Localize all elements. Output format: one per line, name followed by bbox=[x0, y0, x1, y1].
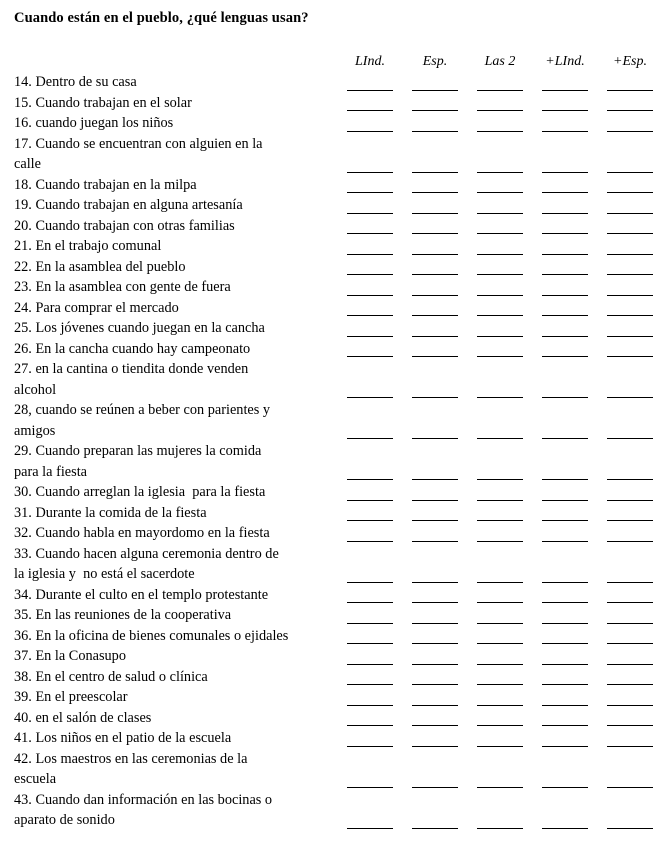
question-text bbox=[14, 236, 344, 257]
answer-blank[interactable] bbox=[477, 131, 523, 132]
question-line: 19. Cuando trabajan en alguna artesanía bbox=[14, 197, 243, 213]
question-line: 14. Dentro de su casa bbox=[14, 74, 137, 90]
question-line: 29. Cuando preparan las mujeres la comida bbox=[14, 443, 262, 459]
answer-blank[interactable] bbox=[412, 213, 458, 214]
answer-blank[interactable] bbox=[607, 725, 653, 726]
answer-blank[interactable] bbox=[347, 500, 393, 501]
question-row bbox=[0, 298, 668, 319]
answer-blank[interactable] bbox=[477, 315, 523, 316]
question-row bbox=[0, 400, 668, 441]
answer-blank[interactable] bbox=[412, 787, 458, 788]
question-line: 23. En la asamblea con gente de fuera bbox=[14, 279, 231, 295]
answer-blank[interactable] bbox=[477, 295, 523, 296]
answer-blank[interactable] bbox=[412, 643, 458, 644]
question-line: 33. Cuando hacen alguna ceremonia dentro de bbox=[14, 545, 279, 562]
answer-blank[interactable] bbox=[412, 500, 458, 501]
answer-blank[interactable] bbox=[542, 438, 588, 439]
question-text bbox=[14, 72, 344, 93]
answer-blank[interactable] bbox=[477, 90, 523, 91]
question-line: 21. En el trabajo comunal bbox=[14, 238, 162, 254]
question-text bbox=[14, 646, 344, 667]
answer-blank[interactable] bbox=[412, 746, 458, 747]
question-line: 24. Para comprar el mercado bbox=[14, 299, 179, 316]
answer-blank[interactable] bbox=[347, 438, 393, 439]
question-line: 16. cuando juegan los niños bbox=[14, 115, 174, 131]
answer-blank[interactable] bbox=[412, 356, 458, 357]
column-header-lind: LInd. bbox=[355, 54, 385, 69]
answer-blank[interactable] bbox=[347, 336, 393, 337]
answer-blank[interactable] bbox=[347, 643, 393, 644]
answer-blank[interactable] bbox=[477, 172, 523, 173]
answer-blank[interactable] bbox=[347, 110, 393, 111]
question-text bbox=[14, 544, 344, 585]
answer-blank[interactable] bbox=[477, 746, 523, 747]
question-line: 32. Cuando habla en mayordomo en la fiesta bbox=[14, 525, 270, 541]
answer-blank[interactable] bbox=[477, 828, 523, 829]
answer-blank[interactable] bbox=[607, 828, 653, 829]
answer-blank[interactable] bbox=[542, 500, 588, 501]
column-header-mas-esp: +Esp. bbox=[613, 54, 647, 69]
answer-blank[interactable] bbox=[347, 213, 393, 214]
answer-blank[interactable] bbox=[542, 705, 588, 706]
question-line: 36. En la oficina de bienes comunales o ejidales bbox=[14, 627, 289, 644]
answer-blank[interactable] bbox=[347, 582, 393, 583]
answer-blank[interactable] bbox=[542, 582, 588, 583]
answer-blank[interactable] bbox=[477, 602, 523, 603]
answer-blank[interactable] bbox=[542, 172, 588, 173]
answer-blank[interactable] bbox=[412, 131, 458, 132]
answer-blank[interactable] bbox=[542, 664, 588, 665]
question-line: 31. Durante la comida de la fiesta bbox=[14, 504, 207, 521]
answer-blank[interactable] bbox=[607, 643, 653, 644]
question-line: 43. Cuando dan información en las bocinas o bbox=[14, 791, 273, 808]
answer-blank[interactable] bbox=[347, 233, 393, 234]
answer-blank[interactable] bbox=[347, 828, 393, 829]
answer-blank[interactable] bbox=[542, 336, 588, 337]
question-line: 15. Cuando trabajan en el solar bbox=[14, 94, 192, 111]
answer-blank[interactable] bbox=[347, 479, 393, 480]
answer-blank[interactable] bbox=[477, 438, 523, 439]
question-row bbox=[0, 72, 668, 93]
question-row bbox=[0, 728, 668, 749]
answer-blank[interactable] bbox=[607, 520, 653, 521]
answer-blank[interactable] bbox=[477, 397, 523, 398]
answer-blank[interactable] bbox=[347, 746, 393, 747]
column-header-mas-lind: +LInd. bbox=[545, 54, 585, 69]
question-text bbox=[14, 400, 344, 441]
answer-blank[interactable] bbox=[412, 582, 458, 583]
answer-blank[interactable] bbox=[477, 643, 523, 644]
question-row bbox=[0, 339, 668, 360]
answer-blank[interactable] bbox=[477, 541, 523, 542]
question-text bbox=[14, 93, 344, 114]
answer-blank[interactable] bbox=[542, 397, 588, 398]
answer-blank[interactable] bbox=[412, 233, 458, 234]
question-text bbox=[14, 113, 344, 134]
question-row bbox=[0, 195, 668, 216]
answer-blank[interactable] bbox=[607, 213, 653, 214]
answer-blank[interactable] bbox=[542, 787, 588, 788]
answer-blank[interactable] bbox=[347, 254, 393, 255]
question-text bbox=[14, 441, 344, 482]
answer-blank[interactable] bbox=[347, 705, 393, 706]
answer-blank[interactable] bbox=[607, 336, 653, 337]
answer-blank[interactable] bbox=[607, 90, 653, 91]
answer-blank[interactable] bbox=[607, 315, 653, 316]
answer-blank[interactable] bbox=[542, 520, 588, 521]
question-line: 37. En la Conasupo bbox=[14, 648, 126, 664]
answer-blank[interactable] bbox=[477, 705, 523, 706]
question-text bbox=[14, 626, 344, 647]
question-row bbox=[0, 482, 668, 503]
question-row bbox=[0, 359, 668, 400]
answer-blank[interactable] bbox=[477, 520, 523, 521]
question-row bbox=[0, 175, 668, 196]
answer-blank[interactable] bbox=[607, 233, 653, 234]
answer-blank[interactable] bbox=[607, 172, 653, 173]
question-line: 42. Los maestros en las ceremonias de la bbox=[14, 750, 248, 767]
answer-blank[interactable] bbox=[477, 684, 523, 685]
question-row bbox=[0, 93, 668, 114]
question-row bbox=[0, 318, 668, 339]
answer-blank[interactable] bbox=[347, 274, 393, 275]
question-text bbox=[14, 318, 344, 339]
answer-blank[interactable] bbox=[542, 315, 588, 316]
answer-blank[interactable] bbox=[347, 192, 393, 193]
question-row bbox=[0, 503, 668, 524]
answer-blank[interactable] bbox=[347, 541, 393, 542]
column-header-las2: Las 2 bbox=[484, 54, 516, 69]
question-line: para la fiesta bbox=[14, 463, 88, 480]
question-line: 17. Cuando se encuentran con alguien en la bbox=[14, 135, 263, 152]
question-text bbox=[14, 667, 344, 688]
question-line: 38. En el centro de salud o clínica bbox=[14, 668, 208, 685]
question-row bbox=[0, 605, 668, 626]
question-text bbox=[14, 134, 344, 175]
question-text bbox=[14, 277, 344, 298]
question-row bbox=[0, 134, 668, 175]
answer-blank[interactable] bbox=[477, 787, 523, 788]
answer-blank[interactable] bbox=[607, 705, 653, 706]
answer-blank[interactable] bbox=[412, 110, 458, 111]
answer-blank[interactable] bbox=[607, 746, 653, 747]
answer-blank[interactable] bbox=[347, 787, 393, 788]
answer-blank[interactable] bbox=[412, 172, 458, 173]
answer-blank[interactable] bbox=[412, 295, 458, 296]
question-text bbox=[14, 175, 344, 196]
answer-blank[interactable] bbox=[542, 110, 588, 111]
question-text bbox=[14, 503, 344, 524]
question-line: 35. En las reuniones de la cooperativa bbox=[14, 607, 232, 623]
answer-blank[interactable] bbox=[412, 664, 458, 665]
answer-blank[interactable] bbox=[477, 664, 523, 665]
answer-blank[interactable] bbox=[477, 192, 523, 193]
answer-blank[interactable] bbox=[347, 520, 393, 521]
question-row bbox=[0, 216, 668, 237]
question-row bbox=[0, 790, 668, 831]
question-text bbox=[14, 523, 344, 544]
answer-blank[interactable] bbox=[347, 623, 393, 624]
answer-blank[interactable] bbox=[607, 602, 653, 603]
answer-blank[interactable] bbox=[347, 172, 393, 173]
answer-blank[interactable] bbox=[607, 541, 653, 542]
question-row bbox=[0, 441, 668, 482]
question-row bbox=[0, 646, 668, 667]
answer-blank[interactable] bbox=[542, 725, 588, 726]
answer-blank[interactable] bbox=[347, 315, 393, 316]
answer-blank[interactable] bbox=[607, 274, 653, 275]
question-row bbox=[0, 687, 668, 708]
answer-blank[interactable] bbox=[412, 315, 458, 316]
answer-blank[interactable] bbox=[477, 500, 523, 501]
answer-blank[interactable] bbox=[542, 643, 588, 644]
answer-blank[interactable] bbox=[412, 336, 458, 337]
answer-blank[interactable] bbox=[347, 684, 393, 685]
answer-blank[interactable] bbox=[607, 438, 653, 439]
question-line: 20. Cuando trabajan con otras familias bbox=[14, 217, 235, 234]
answer-blank[interactable] bbox=[477, 356, 523, 357]
answer-blank[interactable] bbox=[412, 192, 458, 193]
answer-blank[interactable] bbox=[542, 295, 588, 296]
answer-blank[interactable] bbox=[607, 664, 653, 665]
answer-blank[interactable] bbox=[607, 356, 653, 357]
answer-blank[interactable] bbox=[412, 684, 458, 685]
column-header-esp: Esp. bbox=[422, 54, 448, 69]
answer-blank[interactable] bbox=[412, 254, 458, 255]
answer-blank[interactable] bbox=[412, 438, 458, 439]
answer-blank[interactable] bbox=[542, 623, 588, 624]
answer-blank[interactable] bbox=[412, 274, 458, 275]
answer-blank[interactable] bbox=[412, 828, 458, 829]
answer-blank[interactable] bbox=[477, 254, 523, 255]
question-text bbox=[14, 482, 344, 503]
answer-blank[interactable] bbox=[347, 131, 393, 132]
answer-blank[interactable] bbox=[412, 725, 458, 726]
question-line: escuela bbox=[14, 771, 57, 787]
answer-blank[interactable] bbox=[347, 295, 393, 296]
question-line: 34. Durante el culto en el templo protestante bbox=[14, 586, 269, 603]
question-text bbox=[14, 339, 344, 360]
question-row bbox=[0, 626, 668, 647]
answer-blank[interactable] bbox=[542, 192, 588, 193]
question-text bbox=[14, 298, 344, 319]
question-line: la iglesia y no está el sacerdote bbox=[14, 566, 195, 582]
question-text bbox=[14, 708, 344, 729]
question-row bbox=[0, 236, 668, 257]
answer-blank[interactable] bbox=[412, 90, 458, 91]
answer-blank[interactable] bbox=[477, 336, 523, 337]
question-text bbox=[14, 585, 344, 606]
answer-blank[interactable] bbox=[477, 233, 523, 234]
answer-blank[interactable] bbox=[542, 684, 588, 685]
question-line: 27. en la cantina o tiendita donde venden bbox=[14, 361, 249, 377]
question-line: 40. en el salón de clases bbox=[14, 709, 152, 726]
answer-blank[interactable] bbox=[542, 479, 588, 480]
answer-blank[interactable] bbox=[607, 192, 653, 193]
answer-blank[interactable] bbox=[542, 746, 588, 747]
question-text bbox=[14, 605, 344, 626]
answer-blank[interactable] bbox=[542, 90, 588, 91]
answer-blank[interactable] bbox=[542, 131, 588, 132]
question-line: amigos bbox=[14, 422, 56, 439]
answer-blank[interactable] bbox=[607, 582, 653, 583]
answer-blank[interactable] bbox=[607, 500, 653, 501]
question-line: 41. Los niños en el patio de la escuela bbox=[14, 730, 232, 746]
question-text bbox=[14, 790, 344, 831]
question-line: 25. Los jóvenes cuando juegan en la cancha bbox=[14, 320, 265, 336]
question-row bbox=[0, 544, 668, 585]
answer-blank[interactable] bbox=[607, 397, 653, 398]
answer-blank[interactable] bbox=[412, 397, 458, 398]
question-line: 18. Cuando trabajan en la milpa bbox=[14, 176, 197, 193]
question-text bbox=[14, 687, 344, 708]
answer-blank[interactable] bbox=[542, 233, 588, 234]
question-row bbox=[0, 667, 668, 688]
question-text bbox=[14, 257, 344, 278]
answer-blank[interactable] bbox=[607, 131, 653, 132]
answer-blank[interactable] bbox=[412, 479, 458, 480]
answer-blank[interactable] bbox=[607, 295, 653, 296]
answer-blank[interactable] bbox=[347, 397, 393, 398]
answer-blank[interactable] bbox=[542, 254, 588, 255]
answer-blank[interactable] bbox=[542, 602, 588, 603]
answer-blank[interactable] bbox=[347, 602, 393, 603]
answer-blank[interactable] bbox=[477, 479, 523, 480]
question-row bbox=[0, 585, 668, 606]
question-line: 30. Cuando arreglan la iglesia para la fiesta bbox=[14, 484, 266, 500]
answer-blank[interactable] bbox=[477, 725, 523, 726]
answer-blank[interactable] bbox=[607, 479, 653, 480]
answer-blank[interactable] bbox=[347, 725, 393, 726]
question-line: 39. En el preescolar bbox=[14, 689, 128, 705]
answer-blank[interactable] bbox=[542, 274, 588, 275]
question-line: 26. En la cancha cuando hay campeonato bbox=[14, 340, 251, 357]
answer-blank[interactable] bbox=[542, 541, 588, 542]
answer-blank[interactable] bbox=[477, 213, 523, 214]
answer-blank[interactable] bbox=[607, 254, 653, 255]
question-line: alcohol bbox=[14, 381, 57, 398]
question-text bbox=[14, 216, 344, 237]
question-text bbox=[14, 359, 344, 400]
question-row bbox=[0, 523, 668, 544]
question-row bbox=[0, 277, 668, 298]
answer-blank[interactable] bbox=[412, 541, 458, 542]
question-row bbox=[0, 113, 668, 134]
answer-blank[interactable] bbox=[347, 90, 393, 91]
answer-blank[interactable] bbox=[542, 828, 588, 829]
answer-blank[interactable] bbox=[412, 623, 458, 624]
answer-blank[interactable] bbox=[412, 520, 458, 521]
question-text bbox=[14, 195, 344, 216]
question-text bbox=[14, 728, 344, 749]
question-line: calle bbox=[14, 156, 41, 172]
answer-blank[interactable] bbox=[477, 274, 523, 275]
question-row bbox=[0, 708, 668, 729]
question-row bbox=[0, 749, 668, 790]
question-row bbox=[0, 257, 668, 278]
answer-blank[interactable] bbox=[347, 664, 393, 665]
question-line: 22. En la asamblea del pueblo bbox=[14, 258, 186, 275]
answer-blank[interactable] bbox=[542, 356, 588, 357]
answer-blank[interactable] bbox=[477, 623, 523, 624]
answer-blank[interactable] bbox=[607, 623, 653, 624]
answer-blank[interactable] bbox=[607, 684, 653, 685]
question-line: 28, cuando se reúnen a beber con parientes y bbox=[14, 402, 271, 418]
answer-blank[interactable] bbox=[607, 110, 653, 111]
answer-blank[interactable] bbox=[477, 582, 523, 583]
answer-blank[interactable] bbox=[412, 602, 458, 603]
answer-blank[interactable] bbox=[477, 110, 523, 111]
answer-blank[interactable] bbox=[347, 356, 393, 357]
answer-blank[interactable] bbox=[542, 213, 588, 214]
answer-blank[interactable] bbox=[412, 705, 458, 706]
answer-blank[interactable] bbox=[607, 787, 653, 788]
page-title: Cuando están en el pueblo, ¿qué lenguas usan? bbox=[14, 10, 309, 26]
question-line: aparato de sonido bbox=[14, 812, 115, 828]
question-text bbox=[14, 749, 344, 790]
